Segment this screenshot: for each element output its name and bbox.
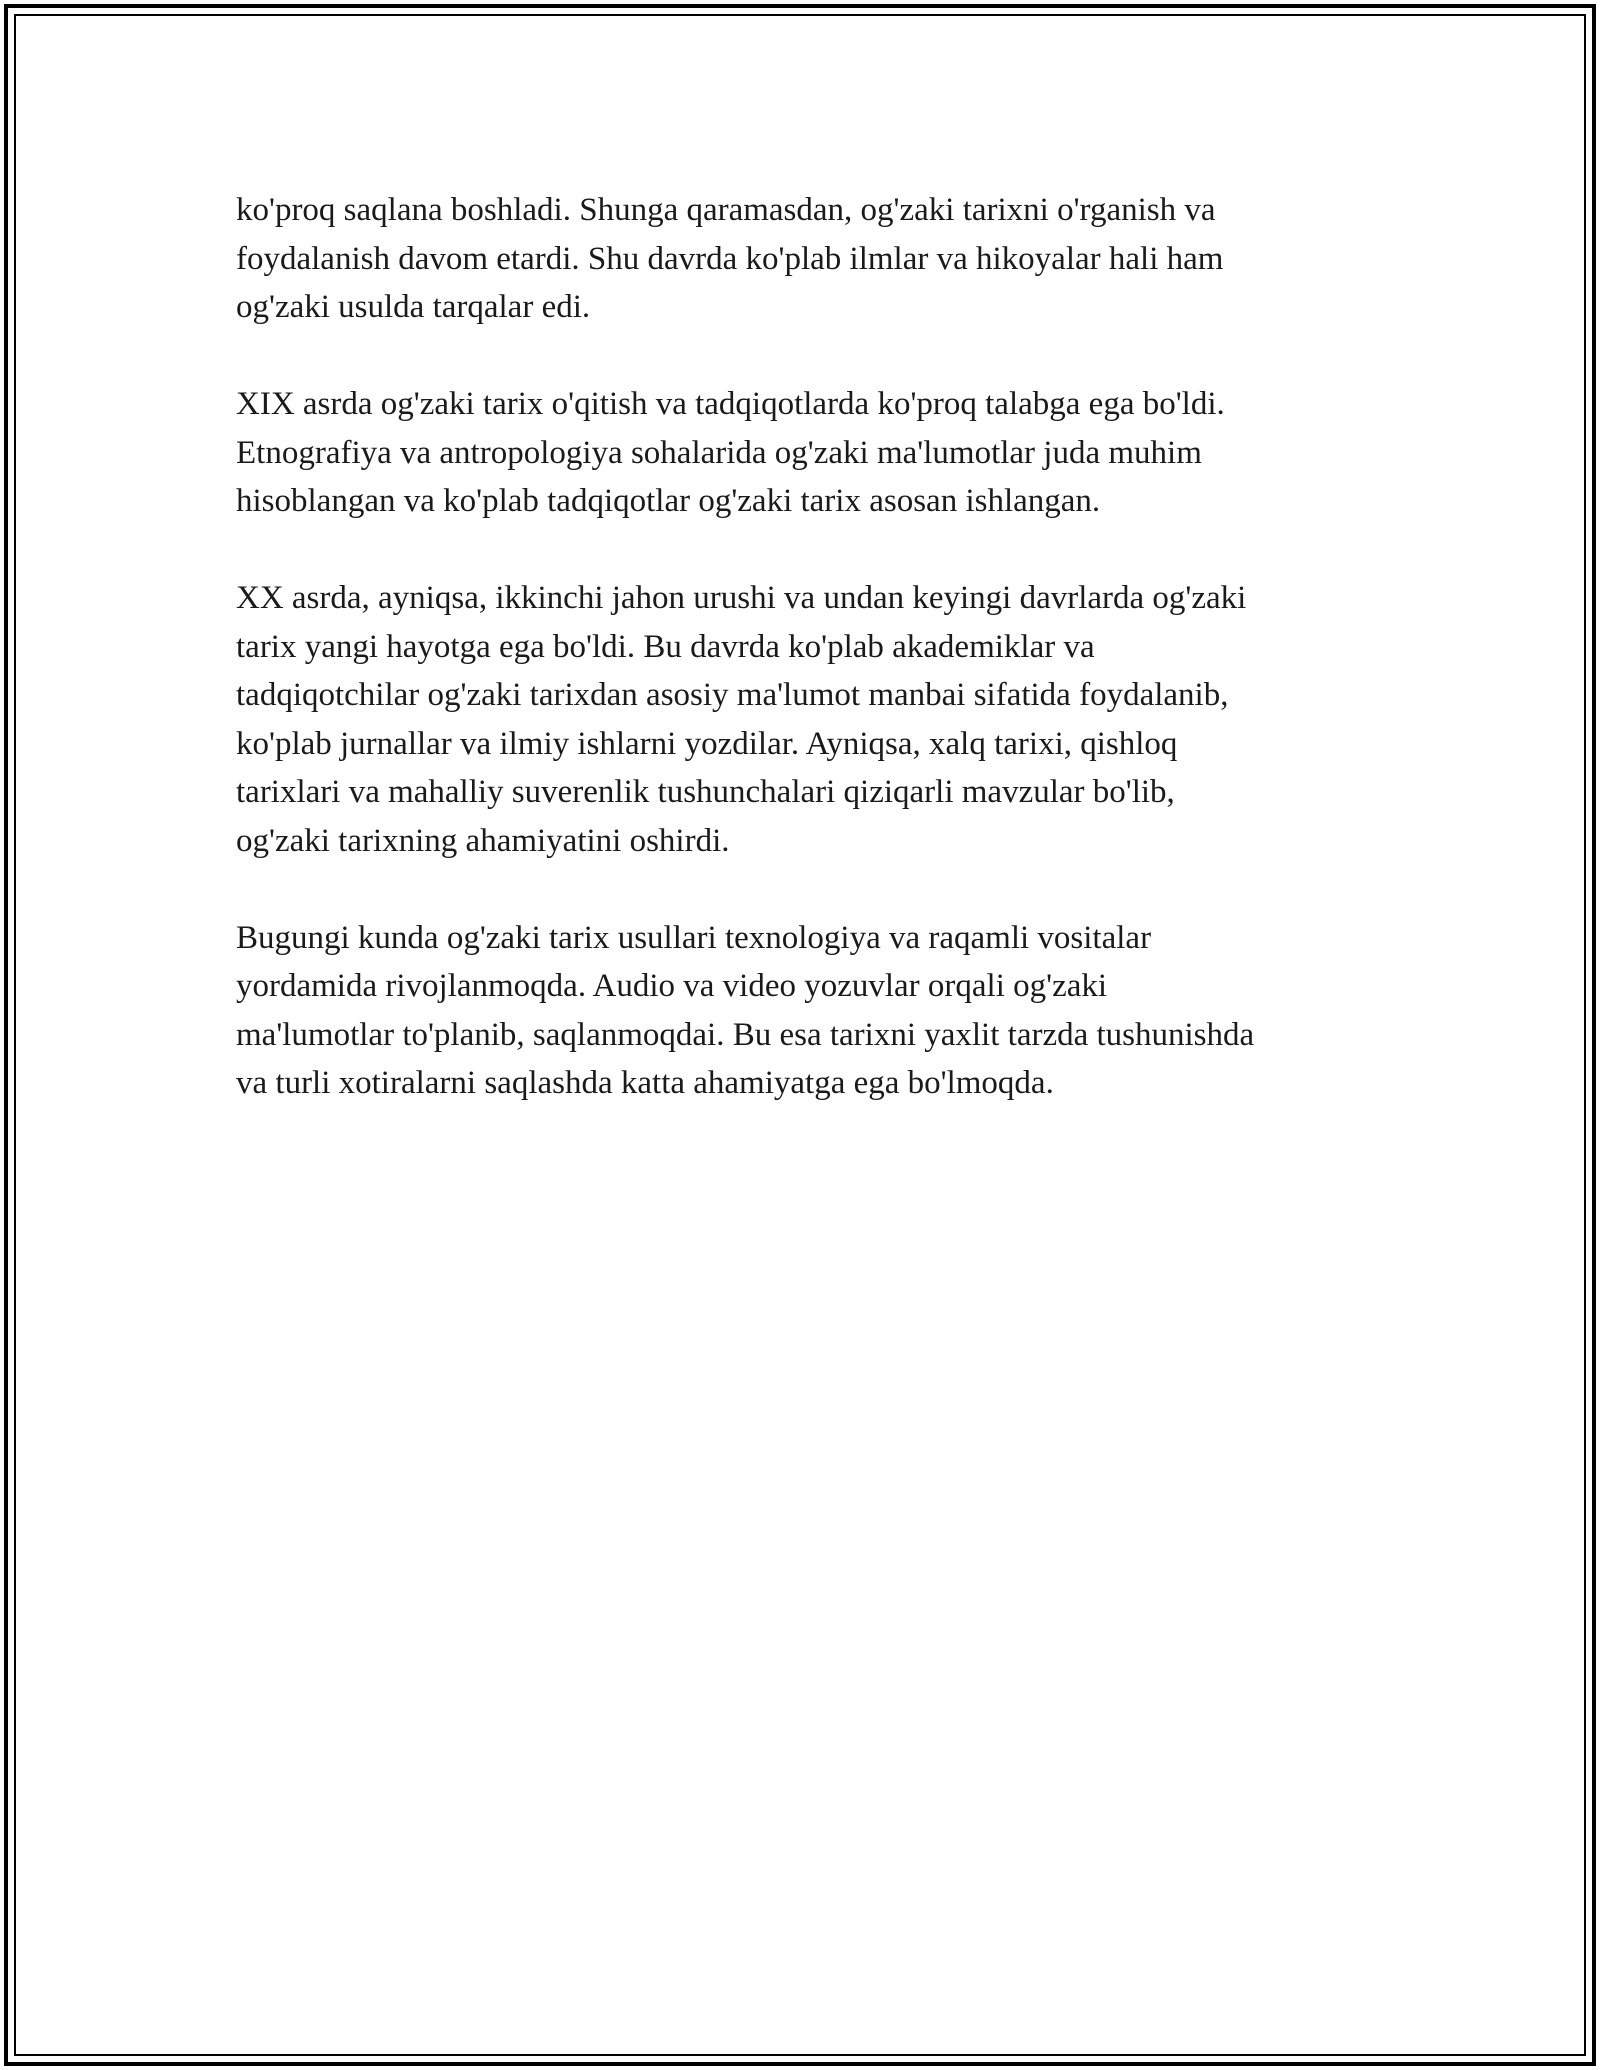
paragraph-2: XIX asrda og'zaki tarix o'qitish va tadqiqotlarda ko'proq talabga ega bo'ldi. Etnografiya va antropologiya sohalarida og'zaki ma'lumotlar juda muhim hisoblangan va ko'plab tadqiqotlar og'zaki tarix asosan ishlangan. [236, 386, 1225, 519]
paragraph-1: ko'proq saqlana boshladi. Shunga qaramasdan, og'zaki tarixni o'rganish va foydalanish davom etardi. Shu davrda ko'plab ilmlar va hikoyalar hali ham og'zaki usulda tarqalar edi. [236, 192, 1224, 325]
document-body [236, 186, 1416, 1156]
paragraph-3: XX asrda, ayniqsa, ikkinchi jahon urushi va undan keyingi davrlarda og'zaki tarix yangi hayotga ega bo'ldi. Bu davrda ko'plab akademiklar va tadqiqotchilar og'zaki tarixdan asosiy ma'lumot manbai sifatida foydalanib, ko'plab jurnallar va ilmiy ishlarni yozdilar. Ayniqsa, xalq tarixi, qishloq tarixlari va mahalliy suverenlik tushunchalari qiziqarli mavzular bo'lib, og'zaki tarixning ahamiyatini oshirdi. [236, 580, 1247, 859]
paragraph-4: Bugungi kunda og'zaki tarix usullari texnologiya va raqamli vositalar yordamida rivojlanmoqda. Audio va video yozuvlar orqali og'zaki ma'lumotlar to'planib, saqlanmoqdai. Bu esa tarixni yaxlit tarzda tushunishda va turli xotiralarni saqlashda katta ahamiyatga ega bo'lmoqda. [236, 919, 1255, 1101]
